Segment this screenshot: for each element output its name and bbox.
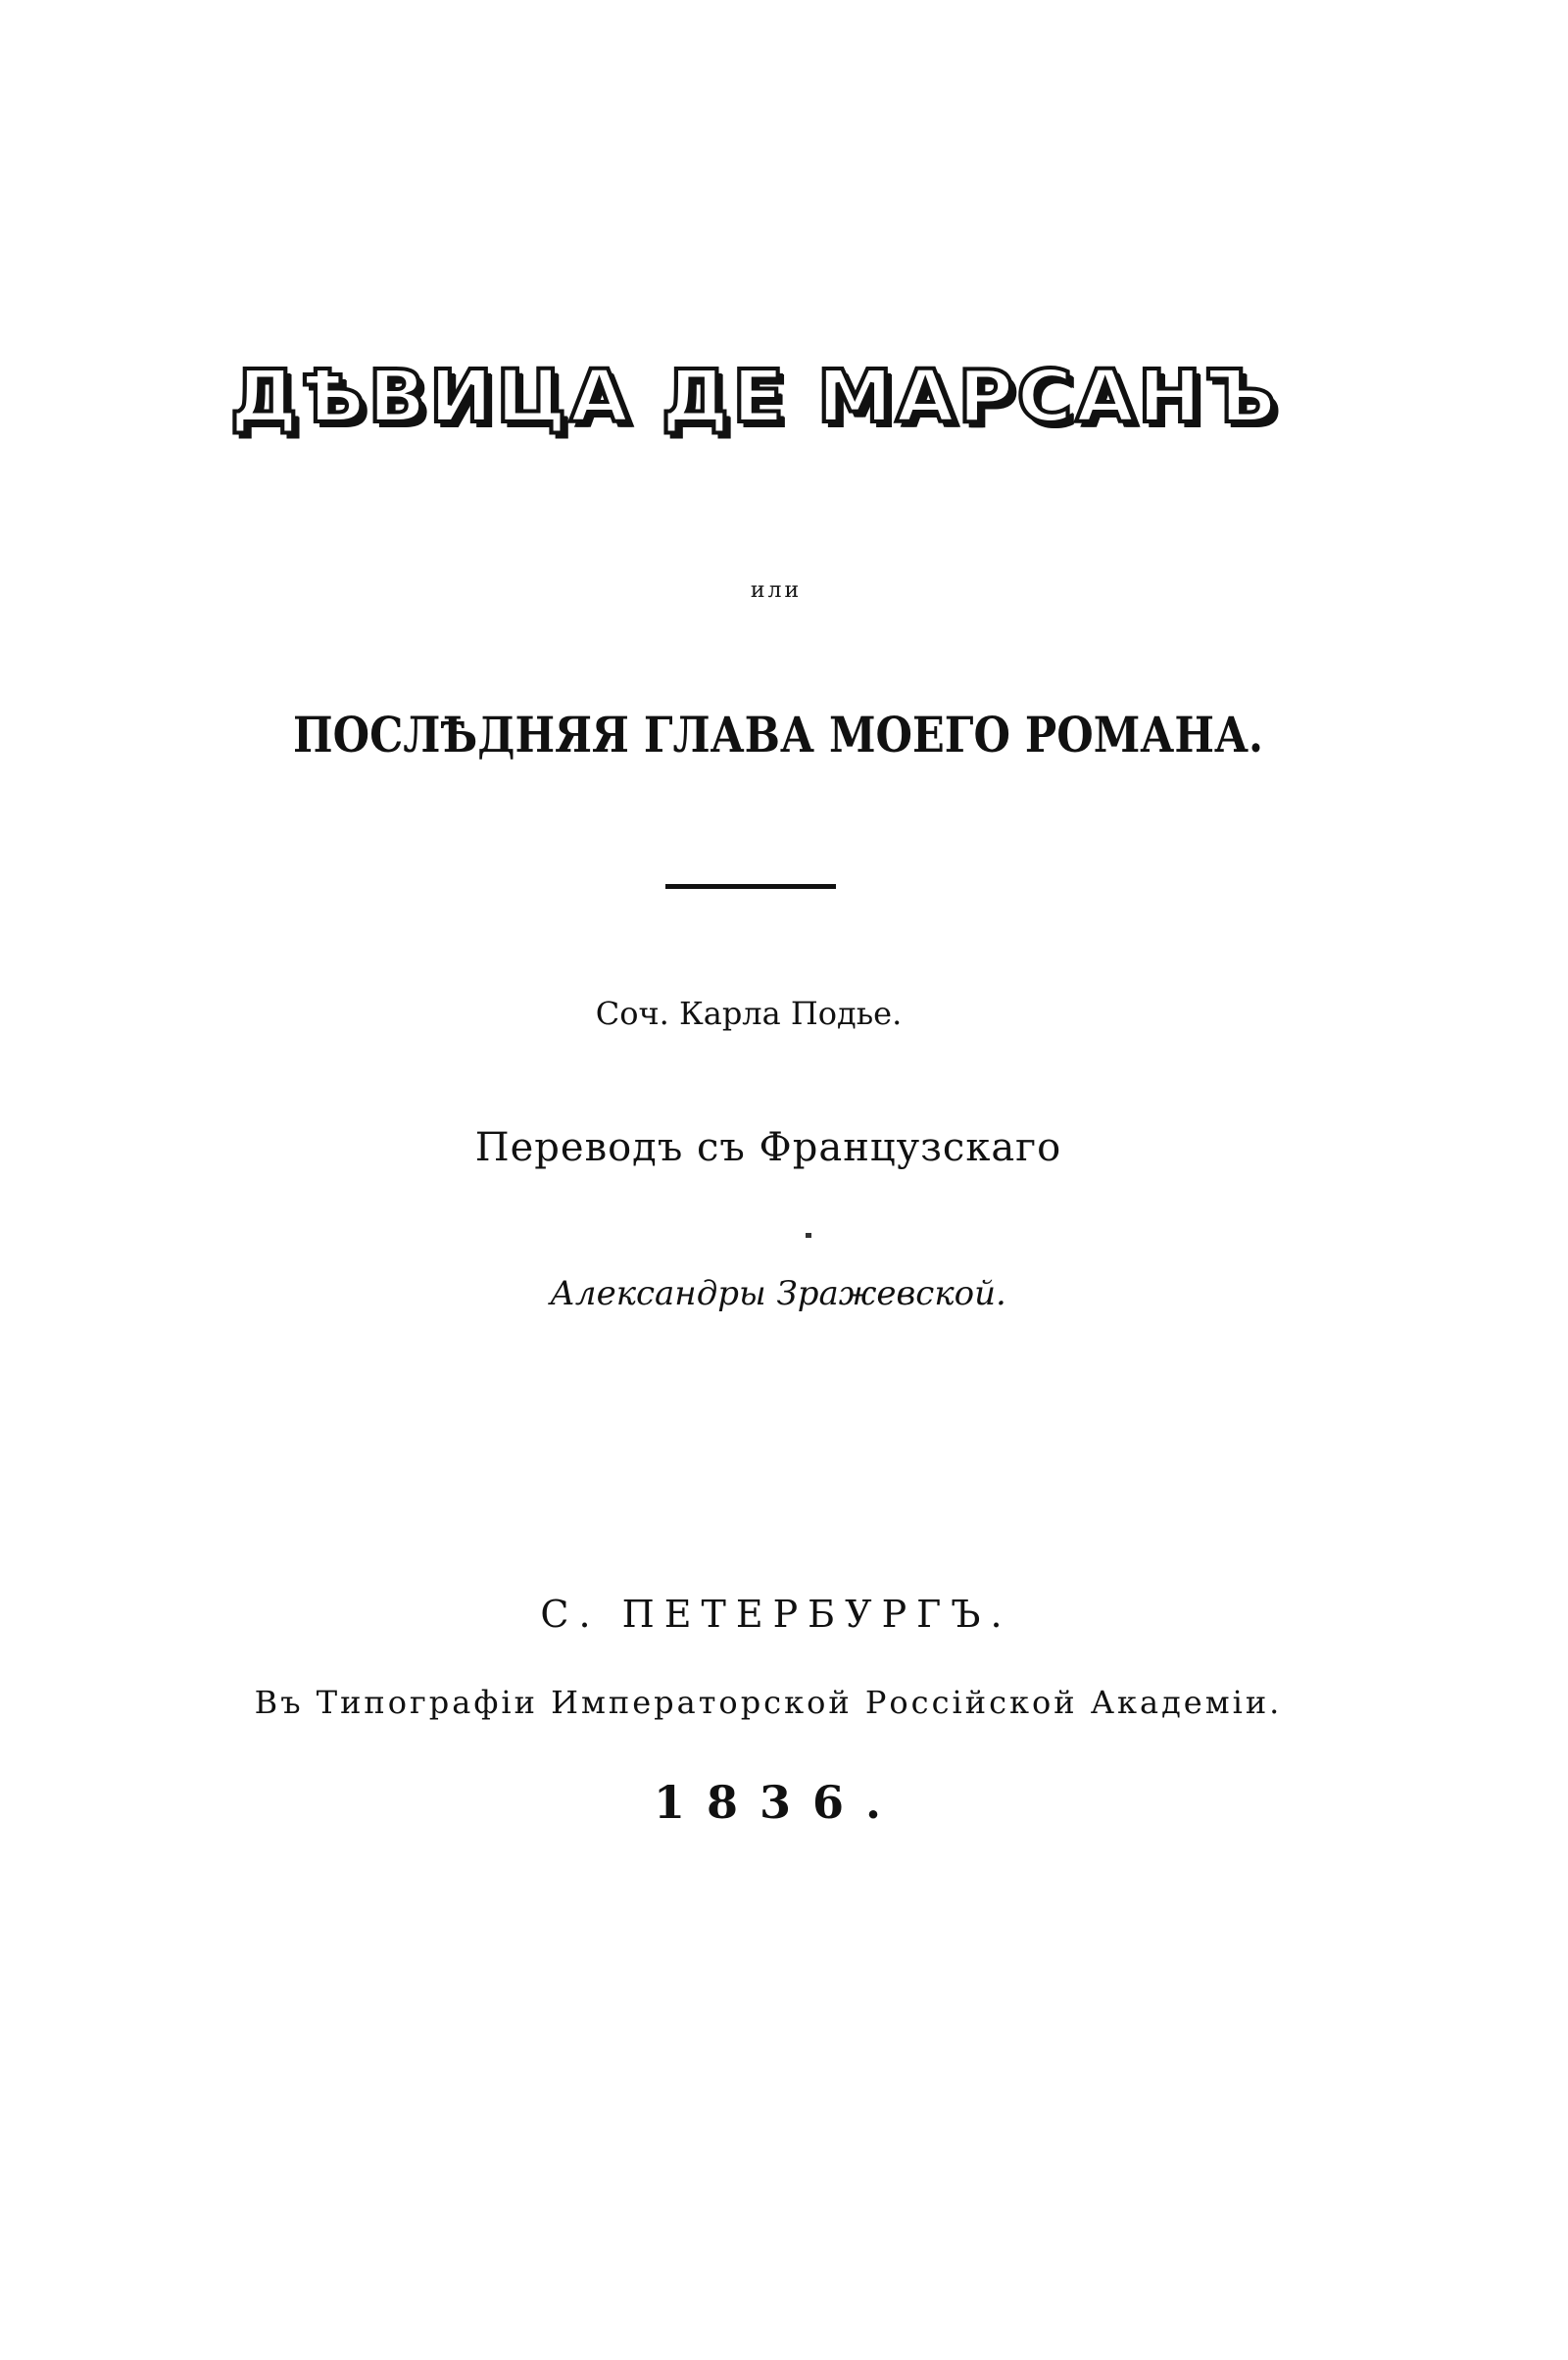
book-subtitle: ПОСЛѢДНЯЯ ГЛАВА МОЕГО РОМАНА.: [293, 706, 1263, 763]
printing-house: Въ Типографіи Императорской Россійской Академіи.: [254, 1684, 1283, 1721]
author-line: Соч. Карла Подье.: [595, 995, 903, 1032]
translation-note: Переводъ съ Французскаго: [474, 1125, 1062, 1170]
ink-dot: [806, 1233, 811, 1238]
translator-name: Александры Зражевской.: [550, 1274, 1006, 1313]
title-conjunction: или: [750, 578, 803, 603]
publication-year: 1836.: [653, 1776, 904, 1829]
publication-city: С. ПЕТЕРБУРГЪ.: [540, 1593, 1012, 1636]
divider-rule: [665, 884, 836, 889]
book-title: ДѢВИЦА ДЕ МАРСАНЪ: [229, 355, 1280, 439]
